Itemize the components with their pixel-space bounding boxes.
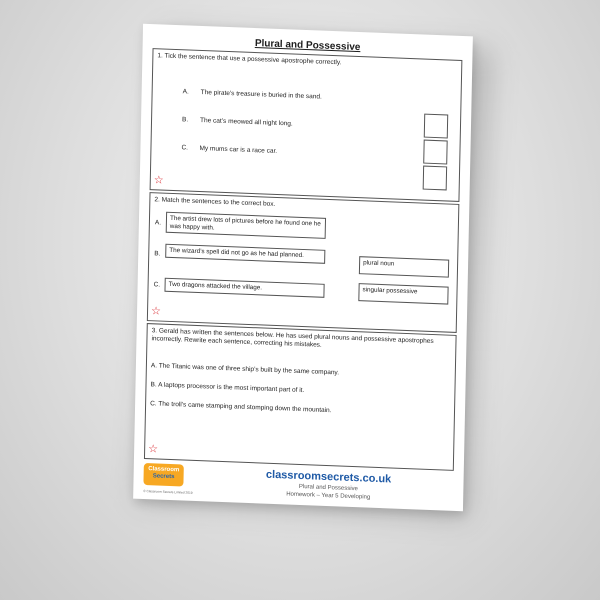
question-3-section [144, 323, 457, 471]
option-text: The cat’s meowed all night long. [199, 116, 293, 128]
option-letter: C. [181, 144, 189, 152]
option-text: The pirate’s treasure is buried in the sand. [200, 88, 322, 101]
match-box-plural-noun[interactable]: plural noun [359, 256, 449, 277]
rewrite-item-a: A. The Titanic was one of three ship’s built by the same company. [150, 362, 340, 377]
match-box-singular-possessive[interactable]: singular possessive [358, 283, 448, 304]
rewrite-item-b: B. A laptops processor is the most important part of it. [150, 381, 305, 395]
question-1-text: 1. Tick the sentence that use a possessive apostrophe correctly. [157, 52, 342, 67]
question-1-section [150, 48, 463, 202]
site-url[interactable]: classroomsecrets.co.uk [265, 468, 392, 486]
option-text: My mums car is a race car. [199, 144, 278, 155]
logo-line-1: Classroom [148, 466, 180, 474]
copyright-text: © Classroom Secrets Limited 2019 [143, 488, 193, 495]
question-3-text: 3. Gerald has written the sentences below. He has used plural nouns and possessive apostrophes incorrectly. Rewrite each sentence, correcting his mistakes. [151, 327, 434, 349]
tick-box-a[interactable] [424, 114, 448, 139]
question-2-section [147, 192, 460, 333]
match-letter-b: B. [154, 250, 161, 258]
match-sentence-c[interactable]: Two dragons attacked the village. [164, 278, 324, 298]
option-c [181, 144, 277, 155]
question-2-text: 2. Match the sentences to the correct box. [154, 196, 276, 208]
logo-line-2: Secrets [152, 473, 175, 481]
star-icon: ☆ [148, 443, 159, 456]
option-letter: A. [182, 88, 189, 96]
match-sentence-a[interactable]: The artist drew lots of pictures before he found one he was happy with. [166, 212, 326, 239]
match-sentence-b[interactable]: The wizard’s spell did not go as he had planned. [165, 244, 325, 264]
match-letter-c: C. [153, 281, 161, 289]
worksheet-title: Plural and Possessive [254, 38, 361, 54]
option-a [183, 88, 322, 100]
option-b [182, 116, 293, 127]
option-letter: B. [181, 116, 189, 124]
classroom-secrets-logo [143, 463, 183, 487]
tick-box-c[interactable] [423, 166, 447, 191]
footer-level: Homework – Year 5 Developing [286, 491, 371, 501]
match-letter-a: A. [154, 219, 162, 227]
rewrite-item-c: C. The troll’s came stamping and stomping down the mountain. [150, 400, 332, 415]
tick-box-b[interactable] [423, 140, 447, 165]
footer-subtitle: Plural and Possessive [298, 483, 358, 493]
star-icon: ☆ [153, 174, 164, 187]
star-icon: ☆ [150, 305, 162, 318]
worksheet-page [133, 24, 473, 512]
